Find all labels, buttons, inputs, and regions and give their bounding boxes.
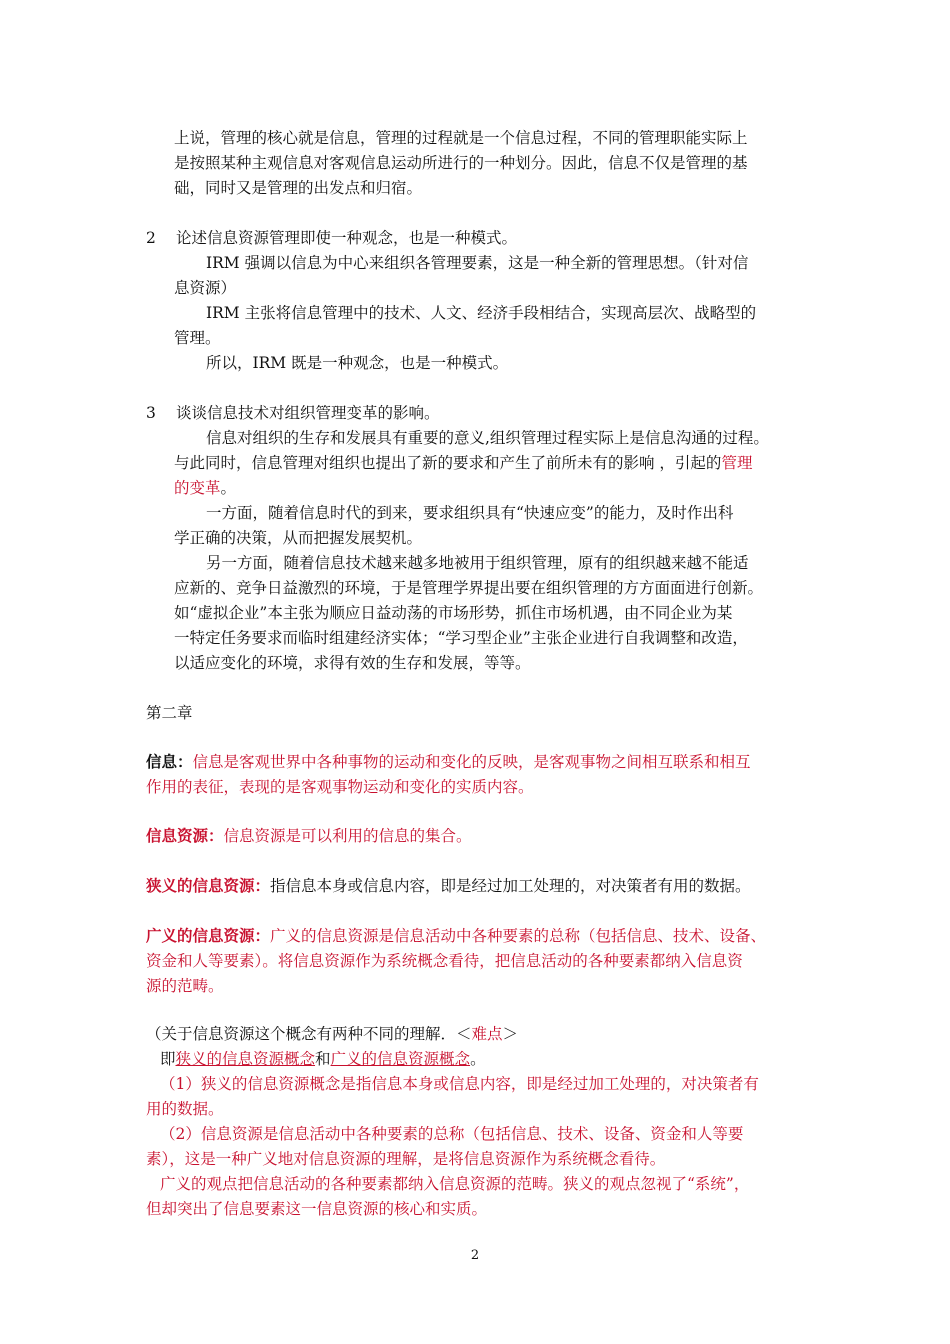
definition-text: 作用的表征，表现的是客观事物运动和变化的实质内容。	[146, 778, 534, 796]
definition-term: 狭义的信息资源：	[146, 876, 271, 895]
question-number: 2	[146, 229, 156, 247]
definition-broad	[146, 925, 766, 947]
note-text: 即	[160, 1050, 176, 1068]
question-3-heading	[146, 402, 440, 424]
underlined-term: 狭义的信息资源概念	[175, 1050, 316, 1068]
definition-term: 信息：	[146, 752, 193, 771]
definition-text: 信息资源是可以利用的信息的集合。	[223, 827, 472, 845]
answer-line	[174, 477, 236, 499]
definition-text: 指信息本身或信息内容，即是经过加工处理的，对决策者有用的数据。	[270, 877, 751, 895]
question-title: 谈谈信息技术对组织管理变革的影响。	[176, 404, 440, 422]
note-line: 广义的观点把信息活动的各种要素都纳入信息资源的范畴。狭义的观点忽视了“系统”，	[160, 1175, 750, 1193]
answer-line: 一方面，随着信息时代的到来，要求组织具有“快速应变”的能力，及时作出科	[206, 504, 734, 522]
page-number: 2	[470, 1248, 480, 1263]
note-text: 和	[315, 1050, 331, 1068]
note-line: （1）狭义的信息资源概念是指信息本身或信息内容，即是经过加工处理的，对决策者有	[160, 1075, 759, 1093]
definition-text: 资金和人等要素）。将信息资源作为系统概念看待，把信息活动的各种要素都纳入信息资	[146, 952, 743, 970]
note-line: 用的数据。	[146, 1100, 224, 1118]
answer-line: IRM 强调以信息为中心来组织各管理要素，这是一种全新的管理思想。（针对信	[206, 254, 749, 272]
note-text: ＞	[502, 1025, 519, 1043]
answer-line: 所以，IRM 既是一种观念，也是一种模式。	[206, 354, 509, 372]
highlight-text: 难点	[471, 1025, 503, 1043]
question-title: 论述信息资源管理即使一种观念，也是一种模式。	[176, 229, 518, 247]
answer-line: 应新的、竞争日益激烈的环境，于是管理学界提出要在组织管理的方方面面进行创新。	[174, 579, 764, 597]
answer-line: 管理。	[174, 329, 221, 347]
para-line: 上说，管理的核心就是信息，管理的过程就是一个信息过程，不同的管理职能实际上	[174, 129, 748, 147]
definition-text: 广义的信息资源是信息活动中各种要素的总称（包括信息、技术、设备、	[270, 927, 767, 945]
note-text: 。	[470, 1050, 486, 1068]
note-line: （2）信息资源是信息活动中各种要素的总称（包括信息、技术、设备、资金和人等要	[160, 1125, 744, 1143]
answer-line: IRM 主张将信息管理中的技术、人文、经济手段相结合，实现高层次、战略型的	[206, 304, 757, 322]
answer-line: 以适应变化的环境，求得有效的生存和发展，等等。	[174, 654, 531, 672]
para-line: 础，同时又是管理的出发点和归宿。	[174, 179, 423, 197]
note-line: 素），这是一种广义地对信息资源的理解，是将信息资源作为系统概念看待。	[146, 1150, 666, 1168]
answer-line: 如“虚拟企业”本主张为顺应日益动荡的市场形势，抓住市场机遇，由不同企业为某	[174, 604, 733, 622]
answer-line	[174, 452, 752, 474]
answer-line: 学正确的决策，从而把握发展契机。	[174, 529, 423, 547]
question-2-heading	[146, 227, 517, 249]
answer-line: 息资源）	[174, 279, 237, 297]
answer-text: 。	[220, 479, 237, 497]
question-number: 3	[146, 404, 156, 422]
note-text: （关于信息资源这个概念有两种不同的理解．＜	[146, 1025, 472, 1043]
definition-term: 广义的信息资源：	[146, 926, 271, 945]
highlight-text: 的变革	[174, 479, 221, 497]
definition-info	[146, 751, 751, 773]
answer-line: 另一方面，随着信息技术越来越多地被用于组织管理，原有的组织越来越不能适	[206, 554, 749, 572]
answer-text: 与此同时，信息管理对组织也提出了新的要求和产生了前所未有的影响 ，引起的	[174, 454, 722, 472]
para-line: 是按照某种主观信息对客观信息运动所进行的一种划分。因此，信息不仅是管理的基	[174, 154, 748, 172]
definition-text: 源的范畴。	[146, 977, 224, 995]
definition-term: 信息资源：	[146, 826, 224, 845]
note-line	[160, 1048, 486, 1070]
note-line	[146, 1023, 518, 1045]
note-line: 但却突出了信息要素这一信息资源的核心和实质。	[146, 1200, 488, 1218]
definition-resource	[146, 825, 472, 847]
definition-narrow	[146, 875, 751, 897]
highlight-text: 管理	[721, 454, 753, 472]
definition-text: 信息是客观世界中各种事物的运动和变化的反映，是客观事物之间相互联系和相互	[192, 753, 751, 771]
underlined-term: 广义的信息资源概念	[330, 1050, 471, 1068]
chapter-heading: 第二章	[146, 704, 193, 722]
answer-line: 一特定任务要求而临时组建经济实体；“学习型企业”主张企业进行自我调整和改造，	[174, 629, 748, 647]
answer-line: 信息对组织的生存和发展具有重要的意义,组织管理过程实际上是信息沟通的过程。	[206, 429, 769, 447]
